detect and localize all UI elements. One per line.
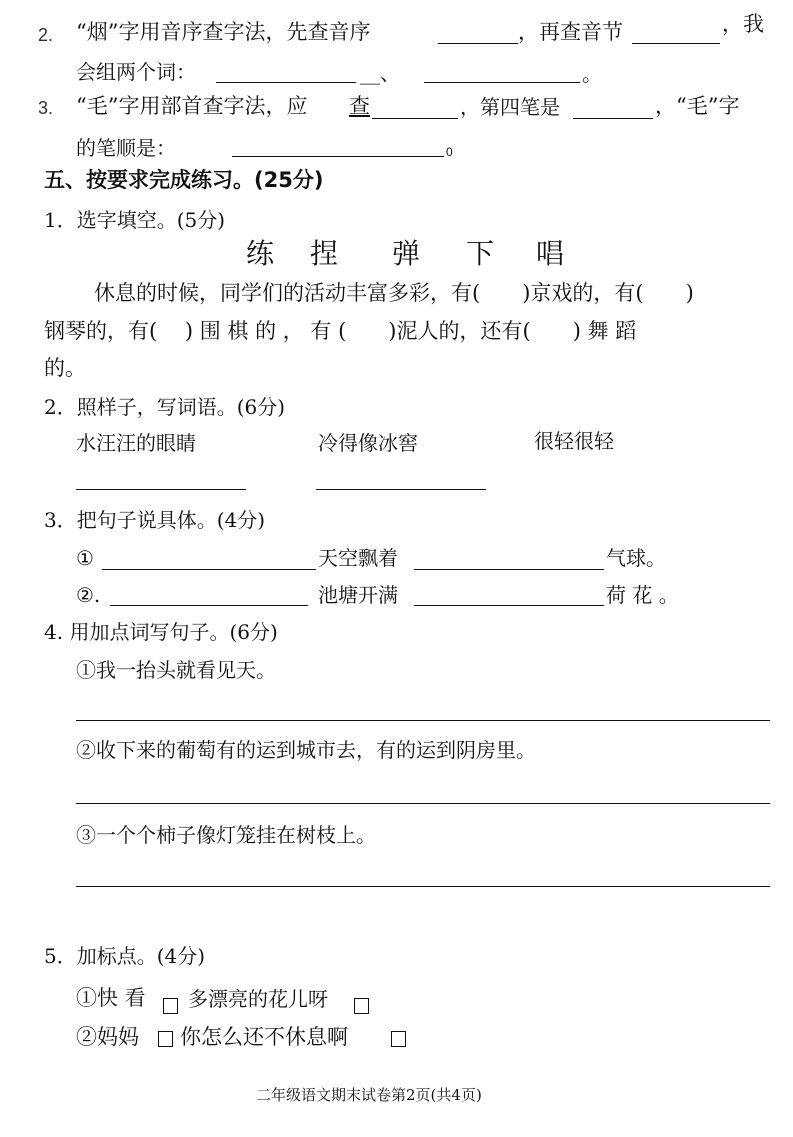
q5-2-example-2: 冷得像冰窖	[318, 431, 418, 455]
q5-5-item2-a: ②妈妈	[76, 1025, 139, 1049]
q4-2-text-a: “烟”字用音序查字法，先查音序	[76, 20, 371, 44]
q5-3-title: 3．把句子说具体。(4分)	[44, 508, 266, 532]
q5-4-item-1: ①我一抬头就看见天。	[76, 658, 276, 682]
q5-5-item1-box-2[interactable]	[354, 998, 369, 1014]
choice-tan: 弹	[392, 237, 421, 270]
q5-2-blank-1[interactable]	[76, 489, 246, 490]
q5-1-paragraph-line3: 的。	[44, 356, 86, 380]
q4-3-number: 3.	[38, 98, 54, 118]
q4-3-end-mark: 0	[446, 145, 453, 159]
choice-chang: 唱	[536, 237, 565, 270]
q4-3-blank-fourth-stroke[interactable]	[573, 118, 653, 119]
q5-3-item2-end: 荷 花 。	[606, 583, 679, 607]
q4-3-text-d: ，“毛”字	[655, 94, 740, 118]
q5-3-item2-blank-a[interactable]	[110, 605, 308, 606]
q4-2-blank-word2[interactable]	[424, 82, 580, 83]
page-footer: 二年级语文期末试卷第2页(共4页)	[256, 1086, 482, 1104]
choice-nie: 捏	[310, 237, 339, 270]
q5-5-item2-box-2[interactable]	[391, 1031, 406, 1047]
q4-2-text-line2: 会组两个词：	[76, 60, 196, 84]
q5-2-example-3: 很轻很轻	[534, 429, 614, 453]
choice-xia: 下	[466, 237, 495, 270]
q5-5-item2-b: 你怎么还不休息啊	[180, 1025, 348, 1049]
q5-4-item-3: ③一个个柿子像灯笼挂在树枝上。	[76, 823, 376, 847]
q5-4-answer-line-3[interactable]	[76, 886, 770, 887]
q5-3-item2-middle: 池塘开满	[318, 583, 398, 607]
q5-3-item1-number: ①	[76, 546, 94, 570]
q4-3-text-c: ，第四笔是	[460, 95, 560, 119]
q5-5-item1-a: ①快 看	[76, 986, 146, 1010]
q4-3-text-a: “毛”字用部首查字法，应	[76, 94, 308, 118]
q5-1-paragraph-line2: 钢琴的，有( ) 围 棋 的 ， 有 ( )泥人的，还有( ) 舞 蹈	[44, 319, 637, 343]
q5-2-blank-2[interactable]	[316, 489, 486, 490]
q5-4-item-2: ②收下来的葡萄有的运到城市去，有的运到阴房里。	[76, 738, 536, 762]
q4-3-blank-stroke-order[interactable]	[232, 156, 444, 157]
section5-heading: 五、按要求完成练习。(25分)	[44, 168, 324, 192]
q4-2-text-c: ，我	[722, 12, 764, 36]
q4-2-number: 2.	[38, 25, 54, 45]
q4-3-blank-bushou[interactable]	[372, 118, 458, 119]
q4-2-text-b: ，再查音节	[518, 20, 623, 44]
q5-5-item2-box-1[interactable]	[158, 1031, 173, 1047]
q4-2-blank-yinxu[interactable]	[438, 43, 518, 44]
q5-2-example-1: 水汪汪的眼睛	[76, 431, 196, 455]
q5-3-item1-blank-a[interactable]	[102, 569, 316, 570]
q4-2-blank-yinjie[interactable]	[632, 43, 720, 44]
q5-1-paragraph-line1: 休息的时候，同学们的活动丰富多彩，有( )京戏的，有( )	[94, 281, 694, 305]
q5-4-title: 4. 用加点词写句子。(6分)	[44, 620, 278, 644]
q5-5-item1-b: 多漂亮的花儿呀	[188, 987, 328, 1011]
q4-2-blank-word1[interactable]	[216, 82, 356, 83]
q5-2-title: 2．照样子，写词语。(6分)	[44, 395, 286, 419]
q5-5-title: 5．加标点。(4分)	[44, 944, 206, 968]
q5-4-answer-line-2[interactable]	[76, 803, 770, 804]
q5-1-title: 1．选字填空。(5分)	[44, 208, 226, 232]
q4-3-text-cha: 查	[349, 94, 370, 118]
q5-4-answer-line-1[interactable]	[76, 720, 770, 721]
q5-5-item1-box-1[interactable]	[163, 998, 178, 1014]
q5-3-item1-middle: 天空飘着	[318, 546, 398, 570]
q4-3-text-line2: 的笔顺是：	[76, 136, 176, 160]
q4-2-period: 。	[582, 62, 602, 86]
q5-3-item2-blank-b[interactable]	[414, 605, 604, 606]
q4-2-separator: __、	[360, 61, 400, 85]
q5-3-item2-number: ②.	[76, 583, 101, 607]
choice-lian: 练	[246, 237, 275, 270]
q5-3-item1-blank-b[interactable]	[414, 569, 604, 570]
q5-3-item1-end: 气球。	[606, 546, 666, 570]
